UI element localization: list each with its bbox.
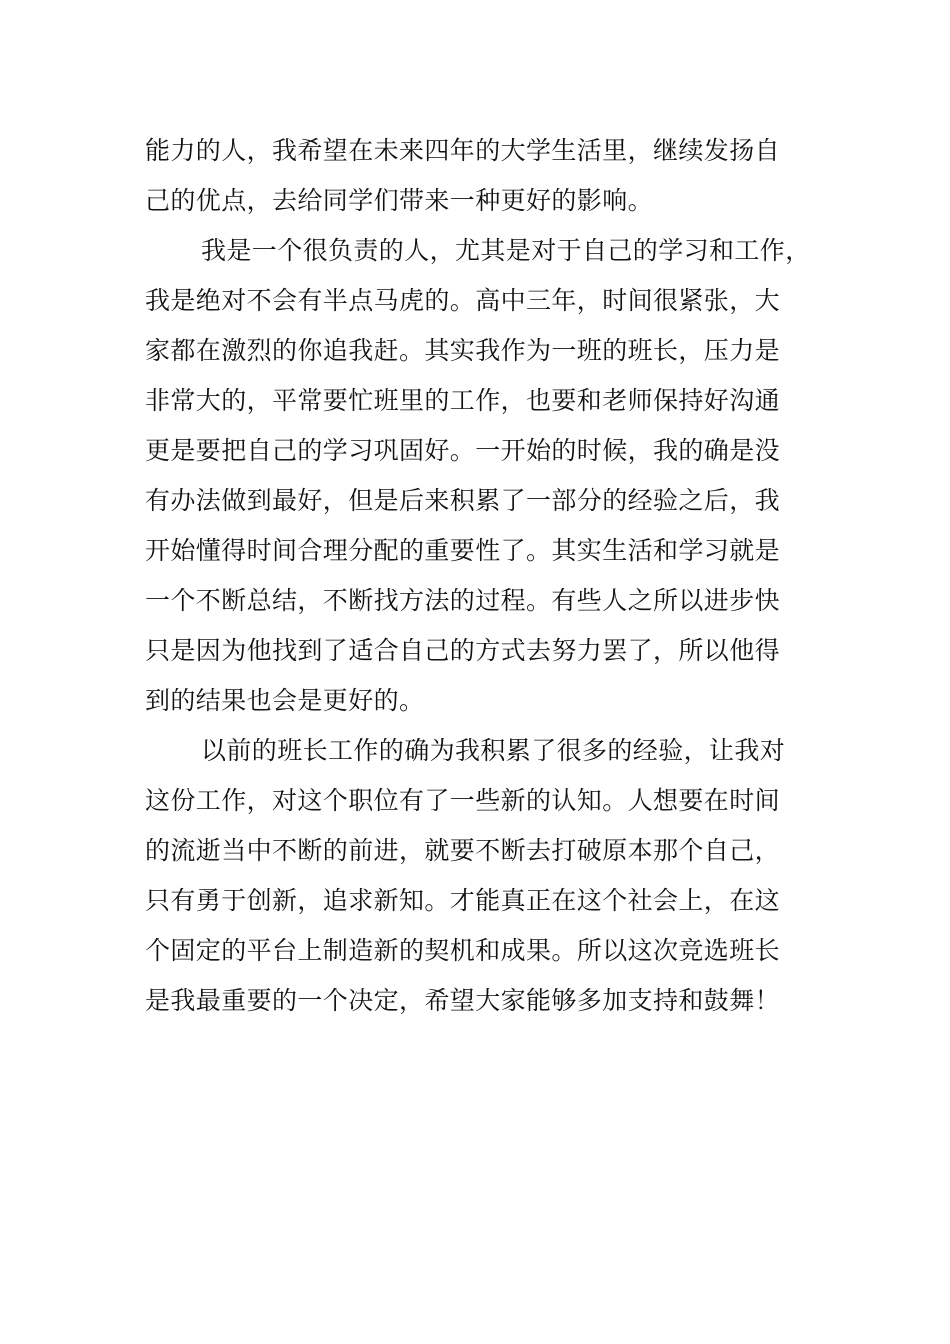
text-line: 到的结果也会是更好的。 [145, 686, 425, 715]
text-line: 只有勇于创新，追求新知。才能真正在这个社会上，在这 [145, 886, 781, 915]
text-line: 的流逝当中不断的前进，就要不断去打破原本那个自己， [145, 836, 781, 865]
text-line: 更是要把自己的学习巩固好。一开始的时候，我的确是没 [145, 436, 781, 465]
document-body [145, 126, 835, 1026]
text-line: 我是一个很负责的人，尤其是对于自己的学习和工作， [201, 236, 811, 265]
text-line: 是我最重要的一个决定，希望大家能够多加支持和鼓舞！ [145, 986, 781, 1015]
text-line: 我是绝对不会有半点马虎的。高中三年，时间很紧张，大 [145, 286, 781, 315]
text-line: 己的优点，去给同学们带来一种更好的影响。 [145, 186, 654, 215]
text-line: 非常大的，平常要忙班里的工作，也要和老师保持好沟通 [145, 386, 781, 415]
text-line: 以前的班长工作的确为我积累了很多的经验，让我对 [201, 736, 786, 765]
text-line: 一个不断总结，不断找方法的过程。有些人之所以进步快 [145, 586, 781, 615]
text-line: 有办法做到最好，但是后来积累了一部分的经验之后，我 [145, 486, 781, 515]
text-line: 家都在激烈的你追我赶。其实我作为一班的班长，压力是 [145, 336, 781, 365]
text-line: 个固定的平台上制造新的契机和成果。所以这次竞选班长 [145, 936, 781, 965]
text-line: 只是因为他找到了适合自己的方式去努力罢了，所以他得 [145, 636, 781, 665]
text-line: 这份工作，对这个职位有了一些新的认知。人想要在时间 [145, 786, 781, 815]
text-line: 开始懂得时间合理分配的重要性了。其实生活和学习就是 [145, 536, 781, 565]
text-line: 能力的人，我希望在未来四年的大学生活里，继续发扬自 [145, 136, 781, 165]
